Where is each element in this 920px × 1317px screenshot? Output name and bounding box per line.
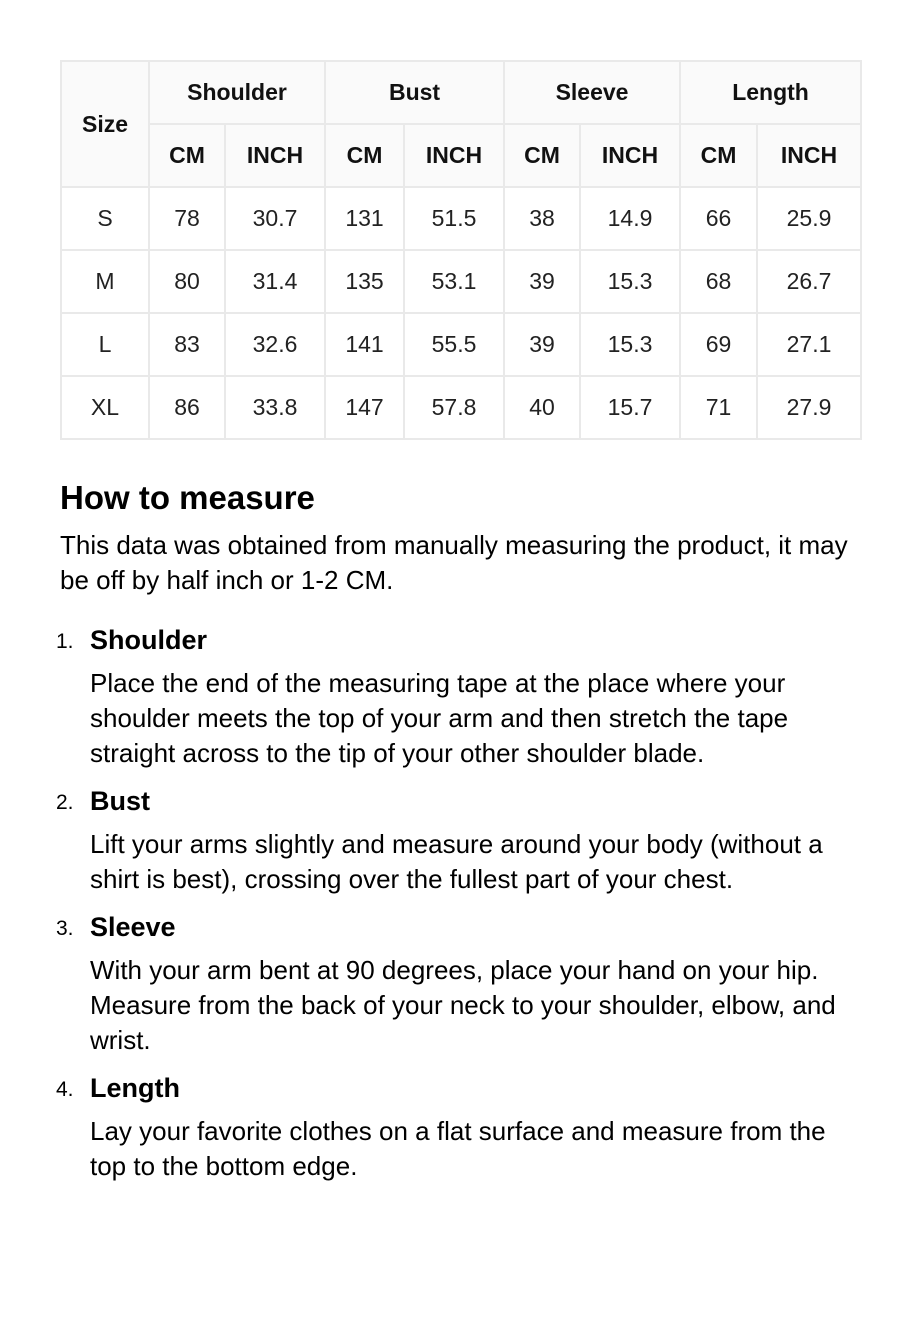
step-description: Place the end of the measuring tape at the place where your shoulder meets the top of your arm and then stretch the tape straight across to the tip of your other shoulder blade. bbox=[90, 668, 789, 768]
size-cell: S bbox=[61, 187, 149, 250]
list-item bbox=[56, 911, 860, 1058]
table-cell: 57.8 bbox=[404, 376, 504, 439]
unit-header: CM bbox=[680, 124, 757, 187]
table-row bbox=[61, 250, 861, 313]
sleeve-group-header: Sleeve bbox=[504, 61, 680, 124]
size-cell: XL bbox=[61, 376, 149, 439]
unit-header: INCH bbox=[404, 124, 504, 187]
table-cell: 32.6 bbox=[225, 313, 325, 376]
size-column-header: Size bbox=[61, 61, 149, 187]
table-cell: 131 bbox=[325, 187, 404, 250]
table-cell: 147 bbox=[325, 376, 404, 439]
step-description: Lift your arms slightly and measure around your body (without a shirt is best), crossing over the fullest part of your chest. bbox=[90, 829, 823, 894]
size-cell: M bbox=[61, 250, 149, 313]
table-cell: 68 bbox=[680, 250, 757, 313]
table-row bbox=[61, 187, 861, 250]
step-number: 2. bbox=[56, 791, 74, 814]
step-title: Bust bbox=[90, 786, 150, 816]
table-header-row-groups bbox=[61, 61, 861, 124]
table-cell: 25.9 bbox=[757, 187, 861, 250]
table-cell: 135 bbox=[325, 250, 404, 313]
section-title: How to measure bbox=[60, 479, 315, 516]
table-cell: 15.3 bbox=[580, 250, 680, 313]
table-header-row-units bbox=[61, 124, 861, 187]
step-title: Sleeve bbox=[90, 912, 176, 942]
table-cell: 15.3 bbox=[580, 313, 680, 376]
bust-group-header: Bust bbox=[325, 61, 504, 124]
table-cell: 33.8 bbox=[225, 376, 325, 439]
shoulder-group-header: Shoulder bbox=[149, 61, 325, 124]
table-cell: 69 bbox=[680, 313, 757, 376]
table-cell: 26.7 bbox=[757, 250, 861, 313]
step-number: 4. bbox=[56, 1078, 74, 1101]
table-cell: 39 bbox=[504, 313, 580, 376]
unit-header: INCH bbox=[757, 124, 861, 187]
table-cell: 14.9 bbox=[580, 187, 680, 250]
length-group-header: Length bbox=[680, 61, 861, 124]
step-description: Lay your favorite clothes on a flat surface and measure from the top to the bottom edge. bbox=[90, 1116, 826, 1181]
table-cell: 31.4 bbox=[225, 250, 325, 313]
table-cell: 40 bbox=[504, 376, 580, 439]
step-number: 3. bbox=[56, 917, 74, 940]
table-cell: 141 bbox=[325, 313, 404, 376]
size-chart-table bbox=[60, 60, 862, 440]
unit-header: INCH bbox=[580, 124, 680, 187]
table-cell: 55.5 bbox=[404, 313, 504, 376]
table-cell: 80 bbox=[149, 250, 225, 313]
table-row bbox=[61, 376, 861, 439]
table-cell: 39 bbox=[504, 250, 580, 313]
table-cell: 83 bbox=[149, 313, 225, 376]
size-cell: L bbox=[61, 313, 149, 376]
list-item bbox=[56, 624, 860, 771]
table-row bbox=[61, 313, 861, 376]
how-to-measure-section bbox=[56, 474, 860, 1198]
table-cell: 38 bbox=[504, 187, 580, 250]
table-cell: 15.7 bbox=[580, 376, 680, 439]
table-cell: 66 bbox=[680, 187, 757, 250]
table-cell: 78 bbox=[149, 187, 225, 250]
table-cell: 27.1 bbox=[757, 313, 861, 376]
unit-header: INCH bbox=[225, 124, 325, 187]
step-title: Length bbox=[90, 1073, 180, 1103]
unit-header: CM bbox=[149, 124, 225, 187]
list-item bbox=[56, 785, 860, 897]
unit-header: CM bbox=[325, 124, 404, 187]
table-cell: 30.7 bbox=[225, 187, 325, 250]
measure-steps-list bbox=[56, 624, 860, 1184]
table-cell: 27.9 bbox=[757, 376, 861, 439]
step-title: Shoulder bbox=[90, 625, 208, 655]
step-number: 1. bbox=[56, 630, 74, 653]
intro-text: This data was obtained from manually measuring the product, it may be off by half inch or 1-2 CM. bbox=[60, 530, 848, 595]
table-cell: 53.1 bbox=[404, 250, 504, 313]
unit-header: CM bbox=[504, 124, 580, 187]
table-cell: 86 bbox=[149, 376, 225, 439]
list-item bbox=[56, 1072, 860, 1184]
step-description: With your arm bent at 90 degrees, place your hand on your hip. Measure from the back of your neck to your shoulder, elbow, and wrist. bbox=[90, 955, 836, 1055]
table-cell: 71 bbox=[680, 376, 757, 439]
table-cell: 51.5 bbox=[404, 187, 504, 250]
